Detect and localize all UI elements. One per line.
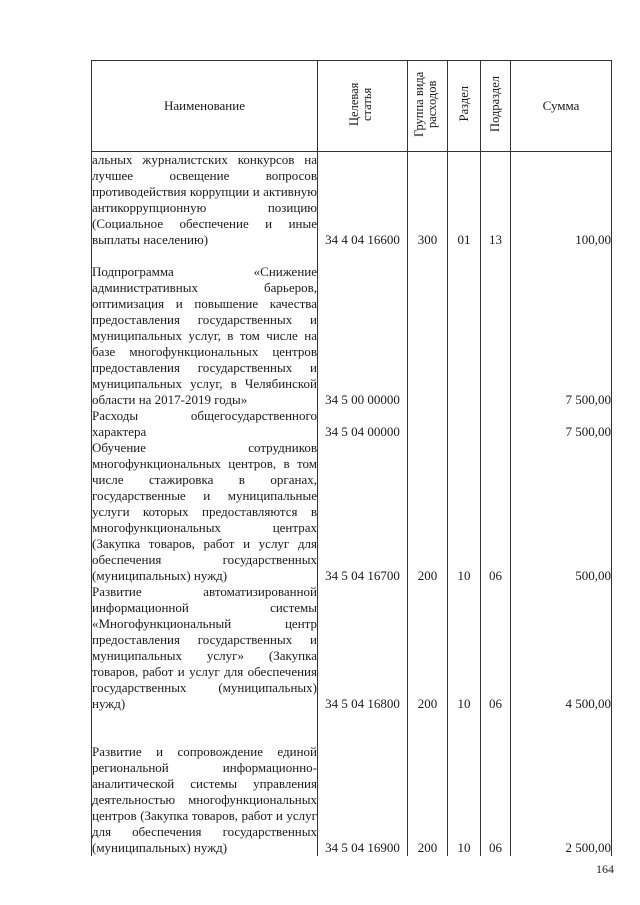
- row-sum: 500,00: [511, 440, 612, 584]
- row-code: 34 4 04 16600: [318, 152, 408, 249]
- row-section: 10: [448, 440, 481, 584]
- row-sum: 100,00: [511, 152, 612, 249]
- row-code: 34 5 04 00000: [318, 408, 408, 440]
- row-code: 34 5 04 16900: [318, 712, 408, 856]
- header-expense-group: Группа вида расходов: [408, 61, 448, 152]
- row-subsection: 06: [481, 712, 511, 856]
- row-section: [448, 248, 481, 408]
- row-group: [408, 408, 448, 440]
- row-sum: 4 500,00: [511, 584, 612, 712]
- table-row: [92, 584, 612, 712]
- row-sum: 7 500,00: [511, 248, 612, 408]
- row-section: 10: [448, 584, 481, 712]
- row-code: 34 5 00 00000: [318, 248, 408, 408]
- row-sum: 2 500,00: [511, 712, 612, 856]
- row-group: [408, 248, 448, 408]
- row-section: [448, 408, 481, 440]
- table-header-row: [92, 61, 612, 152]
- table-row: [92, 408, 612, 440]
- row-name: Развитие автоматизированной информационной системы «Многофункциональный центр предоставления государственных и муниципальных услуг» (Закупка товаров, работ и услуг для обеспечения государственных (муниципальных) нужд): [92, 584, 317, 711]
- header-target-article: Целевая статья: [318, 61, 408, 152]
- table-row: [92, 712, 612, 856]
- row-sum: 7 500,00: [511, 408, 612, 440]
- header-sum: Сумма: [511, 61, 612, 152]
- page-number: 164: [596, 862, 614, 876]
- row-subsection: [481, 408, 511, 440]
- row-name: Расходы общегосударственного характера: [92, 408, 317, 439]
- row-name: Обучение сотрудников многофункциональных центров, в том числе стажировка в органах, государственные и муниципальные услуги которых предоставляются в многофункциональных центрах (Закупка товаров, работ и услуг для обеспечения государственных (муниципальных) нужд): [92, 440, 317, 583]
- header-section: Раздел: [448, 61, 481, 152]
- table-row: [92, 440, 612, 584]
- table-row: [92, 152, 612, 249]
- header-subsection: Подраздел: [481, 61, 511, 152]
- row-name: Развитие и сопровождение единой региональной информационно-аналитической системы управления деятельностью многофункциональных центров (Закупка товаров, работ и услуг для обеспечения государственных (муниципальных) нужд): [92, 712, 318, 856]
- row-section: 10: [448, 712, 481, 856]
- row-group: 300: [408, 152, 448, 249]
- row-subsection: 13: [481, 152, 511, 249]
- row-section: 01: [448, 152, 481, 249]
- row-group: 200: [408, 584, 448, 712]
- row-name: Подпрограмма «Снижение административных барьеров, оптимизация и повышение качества предоставления государственных и муниципальных услуг, в том числе на базе многофункциональных центров предоставления государственных и муниципальных услуг, в Челябинской области на 2017-2019 годы»: [92, 248, 318, 408]
- row-name: альных журналистских конкурсов на лучшее освещение вопросов противодействия коррупции и активную антикоррупционную позицию (Социальное обеспечение и иные выплаты населению): [92, 152, 317, 247]
- budget-table: [91, 60, 612, 856]
- header-name: Наименование: [92, 61, 318, 152]
- row-group: 200: [408, 712, 448, 856]
- row-subsection: 06: [481, 440, 511, 584]
- row-code: 34 5 04 16800: [318, 584, 408, 712]
- table-row: [92, 248, 612, 408]
- row-subsection: [481, 248, 511, 408]
- row-code: 34 5 04 16700: [318, 440, 408, 584]
- row-subsection: 06: [481, 584, 511, 712]
- row-group: 200: [408, 440, 448, 584]
